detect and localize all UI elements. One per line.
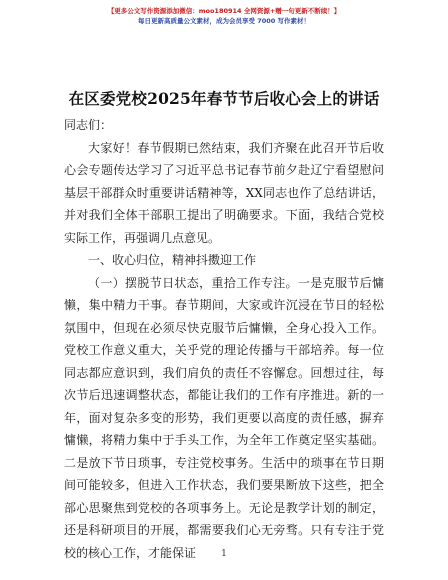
promo-banner-line-2: 每日更新高质量公文素材，成为会员享受 7000 写作素材！ xyxy=(137,17,311,25)
salutation: 同志们： xyxy=(64,118,113,132)
paragraph-subsection-1: （一）摆脱节日状态，重拾工作专注。一是克服节后慵懒，集中精力干事。春节期间，大家或许沉浸在节日的轻松氛围中，但现在必须尽快克服节后慵懒，全身心投入工作。党校工作意义重大，关乎党的理论传播与干部培养。每一位同志都应意识到，我们肩负的责任不容懈怠。回想过往，每次节后迅速调整状态，都能让我们的工作有序推进。新的一年，面对复杂多变的形势，我们更要以高度的责任感，摒弃慵懒，将精力集中于手头工作，为全年工作奠定坚实基础。二是放下节日琐事，专注党校事务。生活中的琐事在节日期间可能较多，但进入工作状态，我们要果断放下这些，把全部心思聚焦到党校的各项事务上。无论是教学计划的制定，还是科研项目的开展，都需要我们心无旁骛。只有专注于党校的核心工作，才能保证 xyxy=(64,275,384,560)
promo-banner xyxy=(0,6,448,26)
page-number: 1 xyxy=(221,549,227,559)
document-body xyxy=(64,114,384,564)
paragraph-opening: 大家好！春节假期已然结束，我们齐聚在此召开节后收心会专题传达学习了习近平总书记春节前夕赴辽宁看望慰问基层干部群众时重要讲话精神等，XX同志也作了总结讲话，并对我们全体干部职工提出了明确要求。下面，我结合党校实际工作，再强调几点意见。 xyxy=(64,140,384,245)
section-heading-1: 一、收心归位，精神抖擞迎工作 xyxy=(88,253,257,267)
promo-banner-line-1: 【更多公文写作资源添加微信：moo180914 全网资源+赠一句更新不断续！】 xyxy=(107,7,341,15)
document-title: 在区委党校2025年春节节后收心会上的讲话 xyxy=(68,89,380,108)
